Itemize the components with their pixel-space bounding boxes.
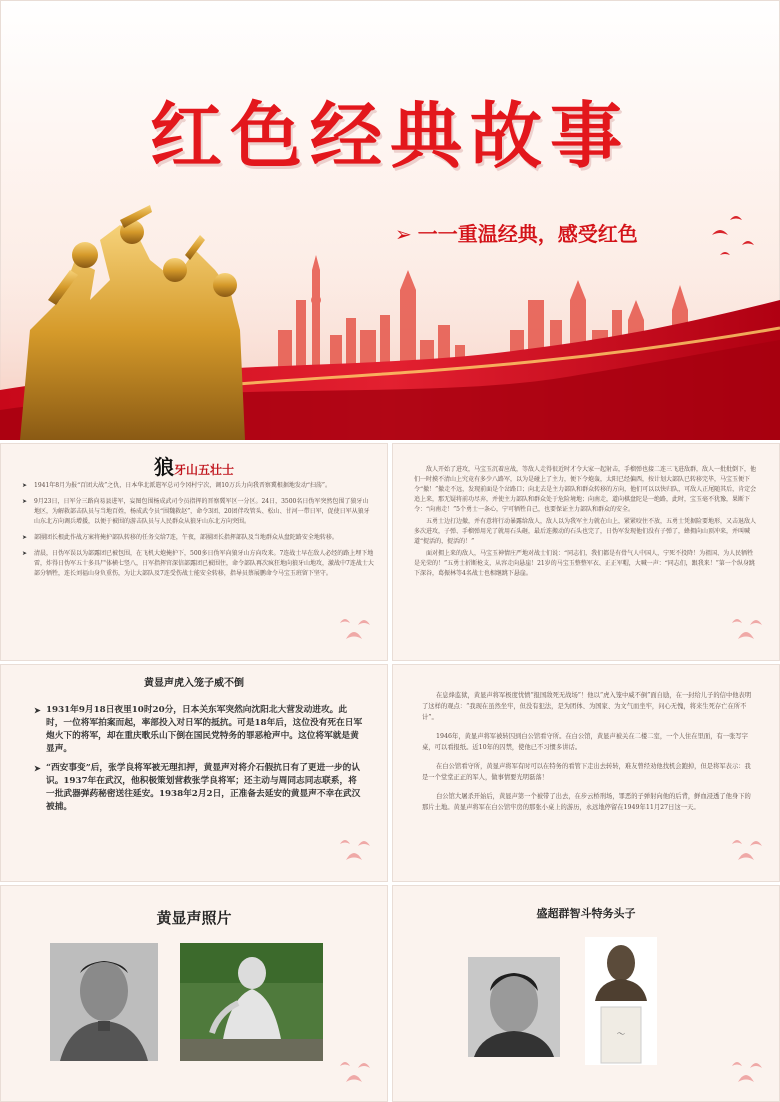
title-big-char: 狼 <box>153 455 174 479</box>
cover-slide <box>0 0 780 440</box>
arrow-icon: ➢ <box>395 222 412 246</box>
slide1-body <box>22 481 374 585</box>
svg-text:～: ～ <box>616 1030 626 1040</box>
bullet-item: ➤ 9月23日，日军分三路向易县进军，妄图包围杨成武司令员指挥的晋察冀军区一分区。24日，3500名日伪军突然包围了狼牙山地区，为解救部击队员与当地百姓，杨成武令员“围魏救赵”，命令3团、20团伴攻管头、松山、甘河一带日军，促使日军从狼牙山东北方向调兵增援，以便于被围的游击队员与人民群众从狼牙山东北方向突围。 <box>22 497 374 527</box>
petal-decoration-icon <box>728 830 768 870</box>
portrait-photo <box>50 943 158 1061</box>
slide4-body <box>422 690 757 813</box>
paragraph: 五勇士边打边撤，并有意将行动暴露给敌人，敌人以为我军主力就在山上，紧紧咬住不放，五勇士凭据险要地形，又击退敌人多次进攻，子弹、手榴弹用光了就用石头砸，最后连搬动的石头也完了，日伪军发现他们没有子弹了，蜂拥向山顶冲来，并叫喊道“捉活的，捉活的！” <box>414 518 757 545</box>
bullet-item: ➤ 清晨，日伪军误以为部露团已被包围，在飞机大炮掩护下，500多日伪军向狼牙山方向攻来。7连战士早在敌人必经的路上埋下地雷，炸得日伪军五十多具尸体横七竖八，日军指挥官深信部露团已被围住，命令部队再次疯狂地向狼牙山地攻，激战中7连战士大部分牺牲，连长刘福山身负重伤，为让大部队及7连受伤战士能安全转移，指导员蔡展鹏命令马宝玉班留下坚守。 <box>22 549 374 579</box>
slide-wolf-tooth-mountain-continued <box>392 443 780 661</box>
paragraph: 在白公馆看守所，黄显声将军有时可以在特务的看管下走出去转转，难友曾经劝他找机会跑掉，但是将军表示：我是一个堂堂正正的军人，做事情要光明磊落！ <box>422 763 751 781</box>
slide-huang-photos <box>0 885 388 1102</box>
paragraph: 敌人开始了进攻，马宝玉沉着应战，等敌人走得很近时才令大家一起射击，手榴弹也接二连三飞进敌群，敌人一批批倒下，他们一时摸不清山上究竟有多少八路军，以为是碰上了主力，便下令炮轰，太阳已经偏西，按计划大部队已转移完毕，马宝玉便下令“撤！”撤走不远，发现前面是个岔路口；向北去是主力部队和群众转移的方向，他们可以以快归队，可敌人正尾随其后，肯定会追上来，那无疑将前功尽弃，并使主力部队和群众处于危险境地；向南走，道向棋盘陀是一绝路，此时，宝玉毫不犹豫，果断下令：“向南走！”5个勇士一条心，宁可牺牲自己，也要保证主力部队和群众的安全。 <box>414 466 757 513</box>
paragraph: 在息烽监狱，黄显声将军极度忧愤“报国敌死无战场”！他以“虎入笼中威不倒”面自励，在一封给儿子的信中他表明了这样的观点：“我现在虽然坐牢，但没有犯法，是为团体、为国家、为文气而坐牢，问心无愧，将来生死存亡在所不计”。 <box>422 692 752 721</box>
slide-title: 黄显声照片 <box>156 909 232 927</box>
slide2-body <box>414 465 759 579</box>
petal-decoration-icon <box>728 609 768 649</box>
petal-decoration-icon <box>336 609 376 649</box>
cover-title: 红色经典故事 <box>149 94 630 178</box>
bullet-item: ➤ 部團团长根此作战方案将掩护部队转移的任务交给7连，午夜，部團团长指挥部队及当地群众从盘陀路安全地转移。 <box>22 533 374 543</box>
paragraph: 1946年，黄显声将军被转囚到白公馆看守所。在白公馆，黄显声被关在二楼二室，一个人住在里面，有一张写字桌，可以看报纸。近10年的囚禁，使他已不习惯多讲话。 <box>422 733 748 751</box>
slide-wolf-tooth-mountain <box>0 443 388 661</box>
statue-photo <box>180 943 323 1061</box>
bullet-item: ➤ 1931年9月18日夜里10时20分，日本关东军突然向沈阳北大营发动进攻。此时，一位将军拍案而起，率部投入对日军的抵抗。可是18年后，这位没有死在日军炮火下的将军，却在重庆歌乐山下倒在国民党特务的罪恶枪声中。这位将军就是黄显声。 <box>34 704 364 756</box>
slide-huang-xiansheng-continued <box>392 664 780 882</box>
bullet-item: ➤ “西安事变”后，张学良将军被无理扣押，黄显声对将介石假抗日有了更进一步的认识。1937年在武汉，他积极策划营救张学良将军；还主动与周同志同志联系，将一批武器弹药秘密送往延安。1938年2月2日，正准备去延安的黄显声不幸在武汉被捕。 <box>34 762 364 814</box>
cover-subtitle-text: 一一重温经典，感受红色 <box>417 222 638 246</box>
slide-title <box>0 451 388 480</box>
slide-huang-xiansheng <box>0 664 388 882</box>
paragraph: 面对拥上来的敌人，马宝玉神情庄严地对战士们说：“同志们，我们都是有骨气人中国人，宁死不投降！为祖国、为人民牺牲是光荣的！”五勇士折断枪支，从容走向悬崖！21岁的马宝玉整整军衣、正正军帽，大喊一声：“同志们，跟我来！”第一个纵身跳下深谷，葛振林等4名战士也相继跳下悬崖。 <box>414 550 755 577</box>
slide-title: 盛超群智斗特务头子 <box>536 907 636 920</box>
bust-sculpture-photo <box>585 937 657 1065</box>
city-skyline-illustration <box>0 0 780 440</box>
slide-title: 黄显声虎入笼子威不倒 <box>144 678 244 689</box>
slide-sheng-chaoqun <box>392 885 780 1102</box>
cover-subtitle <box>395 218 638 247</box>
slide3-body <box>34 704 364 820</box>
title-rest: 牙山五壮士 <box>173 463 234 477</box>
portrait-photo <box>468 957 560 1057</box>
paragraph: 白公馆大屠杀开始后，黄显声第一个被带了出去，在步云桥刑场，罪恶的子弹射向他的后背，鲜血浸透了他身下的那片土地。黄显声将军在白公馆牢房的那张小桌上的游历，永远地停留在1949年11月27日这一天。 <box>422 793 751 811</box>
petal-decoration-icon <box>728 1052 768 1092</box>
petal-decoration-icon <box>336 830 376 870</box>
petal-decoration-icon <box>336 1052 376 1092</box>
bullet-item: ➤ 1941年8月为报“百团大战”之仇，日本华北派遣军总司令冈村宁次，调10万兵力向我晋察冀根据地发动“扫荡”。 <box>22 481 374 491</box>
